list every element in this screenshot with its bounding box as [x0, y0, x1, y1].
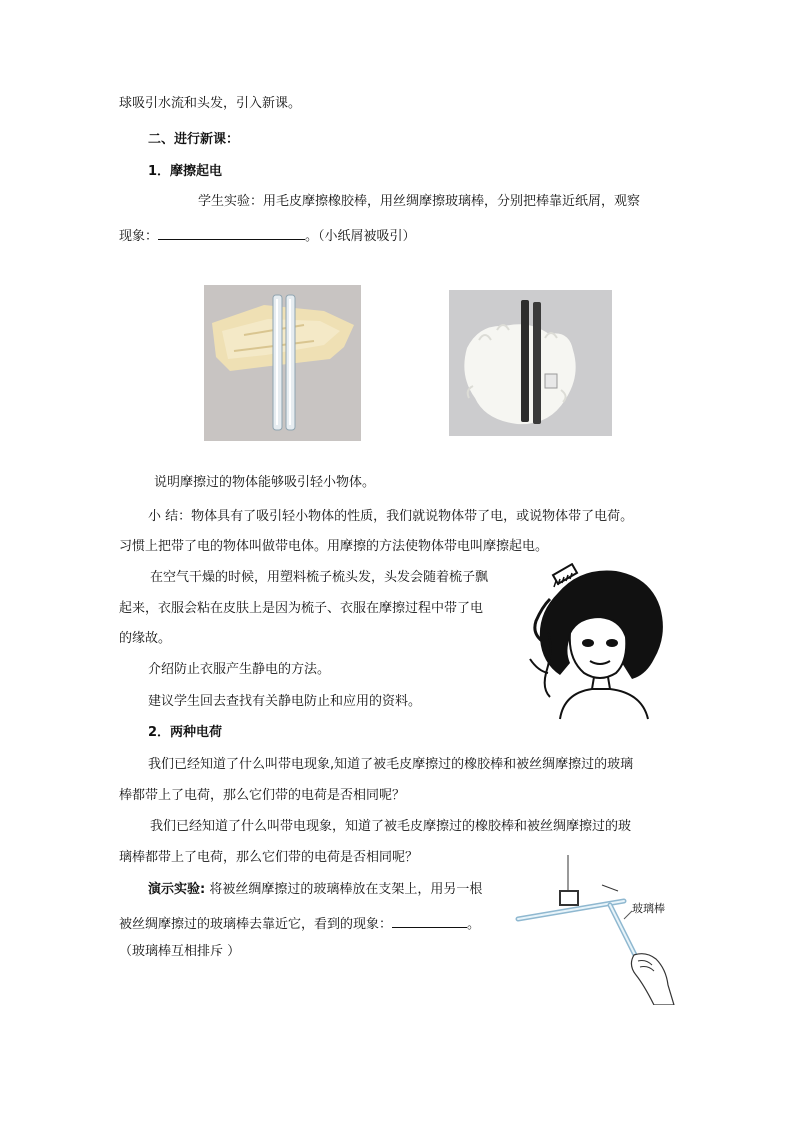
prevent-static-line: 介绍防止衣服产生静电的方法。 — [148, 662, 331, 677]
observation-suffix: 。（小纸屑被吸引） — [305, 229, 416, 244]
glass-rod-label: 玻璃棒 — [632, 902, 665, 915]
question-1-line-1: 我们已经知道了什么叫带电现象,知道了被毛皮摩擦过的橡胶棒和被丝绸摩擦过的玻璃 — [148, 757, 634, 772]
summary-line-2: 习惯上把带了电的物体叫做带电体。用摩擦的方法使物体带电叫摩擦起电。 — [119, 539, 549, 554]
girl-combing-hair-illustration — [520, 563, 672, 721]
comb-line-3: 的缘故。 — [119, 631, 172, 646]
rubber-rods-fur-photo — [449, 290, 612, 436]
comb-line-2: 起来，衣服会粘在皮肤上是因为梳子、衣服在摩擦过程中带了电 — [119, 601, 484, 616]
demo-answer-blank — [392, 913, 467, 928]
suggestion-line: 建议学生回去查找有关静电防止和应用的资料。 — [148, 694, 422, 709]
answer-blank — [158, 225, 305, 240]
observation-prefix: 现象： — [119, 229, 159, 244]
demo-answer-line: （玻璃棒互相排斥 ） — [119, 944, 241, 959]
demo-line-1 — [148, 881, 482, 899]
explanation-line: 说明摩擦过的物体能够吸引轻小物体。 — [154, 475, 376, 490]
question-2-line-2: 璃棒都带上了电荷，那么它们带的电荷是否相同呢？ — [119, 850, 419, 865]
question-1-line-2: 棒都带上了电荷，那么它们带的电荷是否相同呢？ — [119, 788, 406, 803]
comb-line-1: 在空气干燥的时候，用塑料梳子梳头发，头发会随着梳子飘 — [150, 570, 489, 585]
observation-line — [119, 225, 416, 246]
demo-text: 将被丝绸摩擦过的玻璃棒放在支架上，用另一根 — [205, 882, 483, 897]
question-2-line-1: 我们已经知道了什么叫带电现象，知道了被毛皮摩擦过的橡胶棒和被丝绸摩擦过的玻 — [150, 819, 632, 834]
intro-line: 球吸引水流和头发，引入新课。 — [119, 96, 302, 111]
summary-line-1: 小 结：物体具有了吸引轻小物体的性质，我们就说物体带了电，或说物体带了电荷。 — [148, 509, 634, 524]
subheading-friction-electricity: 1．摩擦起电 — [148, 164, 223, 179]
demo-line-2 — [119, 913, 480, 934]
subheading-two-charges: 2．两种电荷 — [148, 725, 223, 740]
section-heading-new-lesson: 二、进行新课： — [148, 132, 240, 147]
glass-rods-silk-photo — [204, 285, 361, 441]
demo-label: 演示实验: — [148, 882, 206, 897]
demo-suffix: 。 — [467, 917, 481, 932]
student-experiment-line: 学生实验：用毛皮摩擦橡胶棒，用丝绸摩擦玻璃棒，分别把棒靠近纸屑，观察 — [198, 194, 641, 209]
glass-rod-repulsion-diagram — [514, 855, 682, 1005]
demo-prefix: 被丝绸摩擦过的玻璃棒去靠近它，看到的现象： — [119, 917, 393, 932]
